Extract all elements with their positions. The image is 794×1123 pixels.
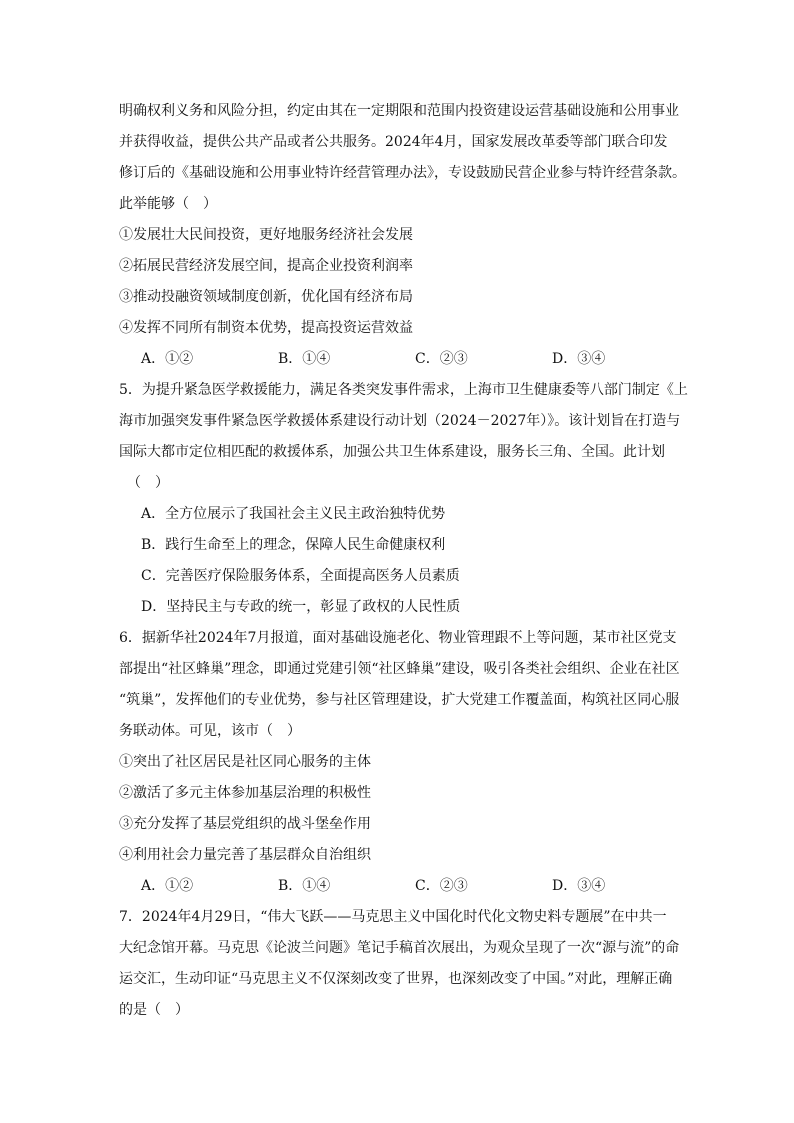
q6-option-d: D．③④ [552,878,606,894]
question-5 [119,375,689,623]
q4-option-a: A．①② [141,351,194,367]
q5-choice-a: A．全方位展示了我国社会主义民主政治独特优势 [141,506,446,522]
q7-stem-line: 7．2024年4月29日，“伟大飞跃——马克思主义中国化时代化文物史料专题展”在中共一 [119,909,667,925]
q7-stem-line: 大纪念馆开幕。马克思《论波兰问题》笔记手稿首次展出，为观众呈现了一次“源与流”的命 [119,940,680,956]
q5-choice-c: C．完善医疗保险服务体系，全面提高医务人员素质 [141,568,460,584]
q4-item: ①发展壮大民间投资，更好地服务经济社会发展 [119,227,413,243]
q5-choice-d: D．坚持民主与专政的统一，彰显了政权的人民性质 [141,599,461,615]
q5-stem-line: 国际大都市定位相匹配的救援体系，加强公共卫生体系建设，服务长三角、全国。此计划 [119,444,665,460]
q5-stem-line: （ ） [127,475,169,491]
q6-item: ①突出了社区居民是社区同心服务的主体 [119,754,371,770]
q4-option-c: C．②③ [415,351,468,367]
q6-options [119,871,689,902]
q5-stem-line: 5．为提升紧急医学救援能力，满足各类突发事件需求，上海市卫生健康委等八部门制定《上 [119,382,688,398]
q6-stem-line: 务联动体。可见，该市（ ） [119,723,301,739]
question-7 [119,902,689,1026]
q4-stem-line: 修订后的《基础设施和公用事业特许经营管理办法》，专设鼓励民营企业参与特许经营条款。 [119,165,686,181]
q5-stem-line: 海市加强突发事件紧急医学救援体系建设行动计划（2024－2027年）》。该计划旨在打造与 [119,413,681,429]
q4-stem-line: 此举能够（ ） [119,196,217,212]
q6-option-b: B．①④ [278,878,331,894]
q4-option-d: D．③④ [552,351,606,367]
question-4-continuation [119,96,689,375]
q7-stem-line: 运交汇，生动印证“马克思主义不仅深刻改变了世界，也深刻改变了中国。”对此，理解正确 [119,971,673,987]
exam-page [119,96,689,1026]
q4-options [119,344,689,375]
q4-item: ④发挥不同所有制资本优势，提高投资运营效益 [119,320,413,336]
q4-option-b: B．①④ [278,351,331,367]
q4-stem-line: 明确权利义务和风险分担，约定由其在一定期限和范围内投资建设运营基础设施和公用事业 [119,103,679,119]
q4-stem-line: 并获得收益，提供公共产品或者公共服务。2024年4月，国家发展改革委等部门联合印发 [119,134,668,150]
q6-item: ③充分发挥了基层党组织的战斗堡垒作用 [119,816,371,832]
q6-stem-line: 部提出“社区蜂巢”理念，即通过党建引领“社区蜂巢”建设，吸引各类社会组织、企业在社区 [119,661,680,677]
q6-item: ④利用社会力量完善了基层群众自治组织 [119,847,371,863]
q6-stem-line: 6．据新华社2024年7月报道，面对基础设施老化、物业管理跟不上等问题，某市社区党支 [119,630,677,646]
q4-item: ②拓展民营经济发展空间，提高企业投资利润率 [119,258,413,274]
q4-item: ③推动投融资领域制度创新，优化国有经济布局 [119,289,413,305]
q6-stem-line: “筑巢”，发挥他们的专业优势，参与社区管理建设，扩大党建工作覆盖面，构筑社区同心服 [119,692,680,708]
q6-option-c: C．②③ [415,878,468,894]
q7-stem-line: 的是（ ） [119,1002,189,1018]
question-6 [119,623,689,902]
q6-item: ②激活了多元主体参加基层治理的积极性 [119,785,371,801]
q5-choice-b: B．践行生命至上的理念，保障人民生命健康权利 [141,537,446,553]
q6-option-a: A．①② [141,878,194,894]
